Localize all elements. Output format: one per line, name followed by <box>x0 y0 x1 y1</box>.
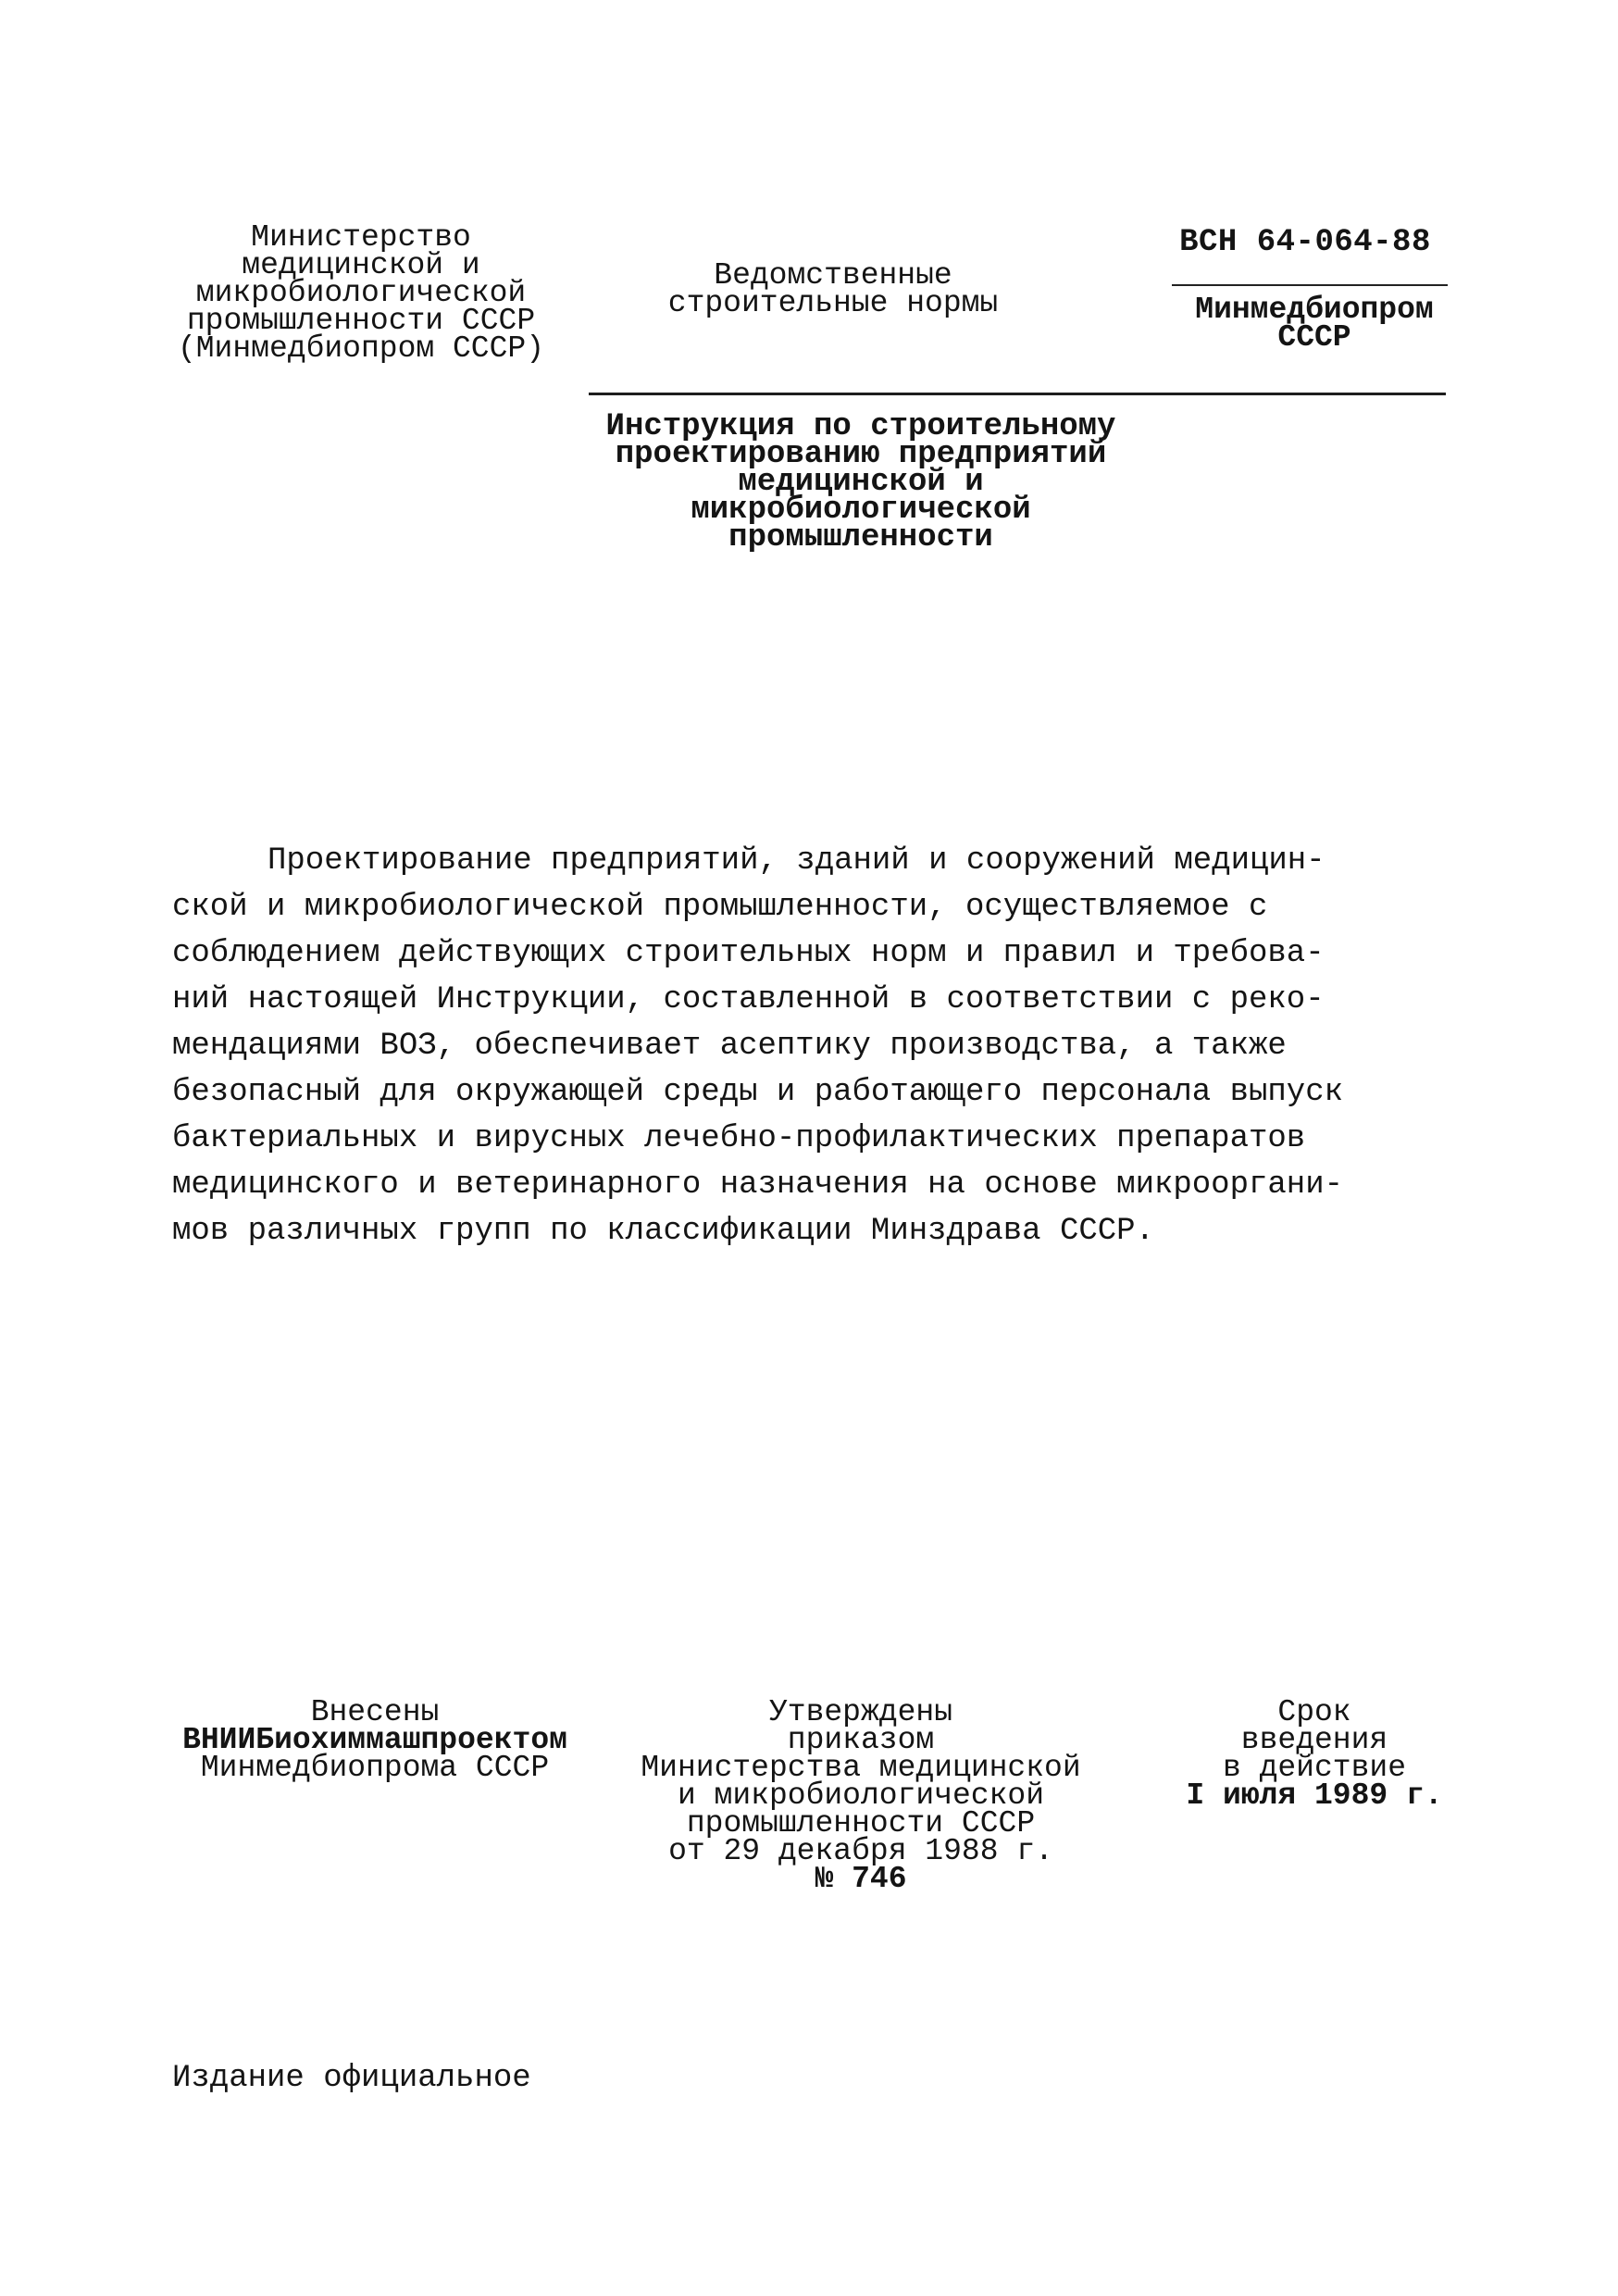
effective-line: Срок <box>1277 1695 1351 1729</box>
paragraph-line: безопасный для окружающей среды и работающего персонала выпуск <box>172 1075 1344 1110</box>
effective-line: введения <box>1240 1723 1388 1757</box>
paragraph-line: ний настоящей Инструкции, составленной в соответствии с реко- <box>172 982 1325 1017</box>
paragraph-line: мендациями ВОЗ, обеспечивает асептику производства, а также <box>172 1029 1287 1064</box>
approved-line: от 29 декабря 1988 г. <box>668 1834 1053 1868</box>
title-line: медицинской и <box>738 465 984 500</box>
effective-line: I июля 1989 г. <box>1186 1778 1443 1813</box>
introduced-by <box>143 1695 606 1785</box>
introduced-line: ВНИИБиохиммашпроектом <box>182 1723 567 1757</box>
approved-line: Министерства медицинской <box>641 1751 1081 1785</box>
approved-line: Утверждены <box>768 1695 953 1729</box>
approved-line: и микробиологической <box>677 1778 1045 1813</box>
preamble-paragraph <box>172 838 1468 1254</box>
title-line: микробиологической <box>691 493 1031 528</box>
ministry-line: медицинской и <box>242 248 480 282</box>
paragraph-line: Проектирование предприятий, зданий и сооружений медицин- <box>268 843 1326 879</box>
ministry-line: Министерство <box>251 220 471 255</box>
ministry-line: микробиологической <box>195 276 527 310</box>
title-line: Инструкция по строительному <box>605 409 1116 444</box>
introduced-line: Внесены <box>310 1695 440 1729</box>
effective-line: в действие <box>1222 1751 1407 1785</box>
ministry-line: промышленности СССР <box>186 304 536 338</box>
introduced-line: Минмедбиопрома СССР <box>200 1751 550 1785</box>
document-code: ВСН 64-064-88 <box>1179 225 1431 260</box>
norms-type <box>611 258 1055 320</box>
paragraph-line: медицинского и ветеринарного назначения на основе микрооргани- <box>172 1167 1344 1203</box>
approved-line: приказом <box>787 1723 935 1757</box>
approved-by <box>592 1695 1129 1896</box>
paragraph-line: бактериальных и вирусных лечебно-профилактических препаратов <box>172 1121 1306 1156</box>
effective-date <box>1139 1695 1490 1813</box>
document-title <box>555 409 1166 555</box>
norms-type-line: Ведомственные <box>714 258 952 293</box>
ministry-name <box>139 220 583 366</box>
paragraph-line: ской и микробиологической промышленности, осуществляемое с <box>172 890 1268 925</box>
approved-line: промышленности СССР <box>686 1806 1036 1841</box>
issuing-organization <box>1166 293 1462 355</box>
paragraph-line: соблюдением действующих строительных норм и правил и требова- <box>172 936 1325 971</box>
norms-type-line: строительные нормы <box>667 286 999 320</box>
organization-line: СССР <box>1277 320 1351 355</box>
organization-line: Минмедбиопром <box>1195 293 1434 327</box>
paragraph-line: мов различных групп по классификации Минздрава СССР. <box>172 1214 1154 1249</box>
order-number: № 746 <box>815 1862 907 1896</box>
document-code-block <box>1148 224 1462 261</box>
edition-note: Издание официальное <box>172 2061 531 2096</box>
ministry-line: (Минмедбиопром СССР) <box>177 331 545 366</box>
title-line: проектированию предприятий <box>615 437 1107 472</box>
code-divider <box>1172 284 1448 286</box>
title-line: промышленности <box>728 520 993 555</box>
header-divider <box>589 393 1446 395</box>
